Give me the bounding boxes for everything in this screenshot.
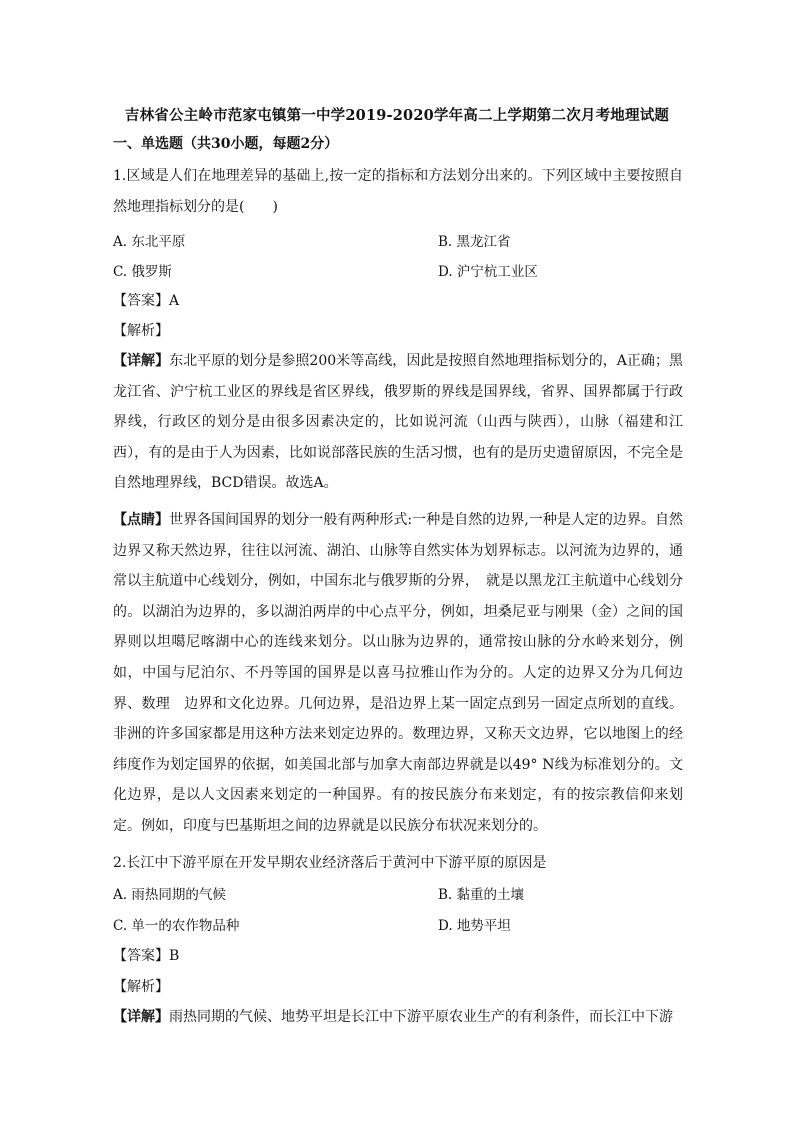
q2-option-b: B. 黏重的土壤 <box>438 887 525 903</box>
q2-detail-tag: 【详解】 <box>113 1009 169 1025</box>
q2-option-d: D. 地势平坦 <box>438 918 511 934</box>
q2-analysis-label: 【解析】 <box>113 979 169 995</box>
q1-point-tag: 【点睛】 <box>113 512 170 528</box>
q2-detail-text: 雨热同期的气候、地势平坦是长江中下游平原农业生产的有利条件，而长江中下游 <box>169 1009 673 1025</box>
q2-detail-paragraph <box>113 1006 673 1026</box>
document-title: 吉林省公主岭市范家屯镇第一中学2019-2020学年高二上学期第二次月考地理试题 <box>124 107 670 124</box>
q1-point-paragraph <box>113 505 683 842</box>
q2-option-a: A. 雨热同期的气候 <box>113 887 226 903</box>
section-heading: 一、单选题（共30小题，每题2分） <box>113 136 339 152</box>
q1-option-d: D. 沪宁杭工业区 <box>438 264 538 280</box>
q1-analysis-label: 【解析】 <box>113 323 169 339</box>
q1-option-c: C. 俄罗斯 <box>113 264 172 280</box>
q1-point-text: 世界各国间国界的划分一般有两种形式:一种是自然的边界,一种是人定的边界。自然边界又称天然边界，往往以河流、湖泊、山脉等自然实体为划界标志。以河流为边界的，通常以主航道中心线划分，例如，中国东北与俄罗斯的分界， 就是以黑龙江主航道中心线划分的。以湖泊为边界的，多以湖泊两岸的中心点平分，例如，坦桑尼亚与刚果（金）之间的国界则以坦噶尼喀湖中心的连线来划分。以山脉为边界的，通常按山脉的分水岭来划分，例如，中国与尼泊尔、不丹等国的国界是以喜马拉雅山作为分的。人定的边界又分为几何边界、数理 边界和文化边界。几何边界，是沿边界上某一固定点到另一固定点所划的直线。非洲的许多国家都是用这种方法来划定边界的。数理边界，又称天文边界，它以地图上的经纬度作为划定国界的依据，如美国北部与加拿大南部边界就是以49° N线为标准划分的。文化边界，是以人文因素来划定的一种国界。有的按民族分布来划定，有的按宗教信仰来划定。例如，印度与巴基斯坦之间的边界就是以民族分布状况来划分的。 <box>113 512 684 834</box>
q2-option-c: C. 单一的农作物品种 <box>113 918 240 934</box>
q2-answer: 【答案】B <box>113 948 180 964</box>
q1-detail-tag: 【详解】 <box>113 353 170 369</box>
q1-option-a: A. 东北平原 <box>113 234 186 250</box>
question-2-stem: 2.长江中下游平原在开发早期农业经济落后于黄河中下游平原的原因是 <box>113 855 547 871</box>
q1-detail-paragraph <box>113 346 683 499</box>
question-1-stem: 1.区域是人们在地理差异的基础上,按一定的指标和方法划分出来的。下列区域中主要按照自然地理指标划分的是( ) <box>113 168 683 215</box>
q1-detail-text: 东北平原的划分是参照200米等高线，因此是按照自然地理指标划分的，A正确；黑龙江省、沪宁杭工业区的界线是省区界线，俄罗斯的界线是国界线，省界、国界都属于行政界线，行政区的划分是由很多因素决定的，比如说河流（山西与陕西），山脉（福建和江西），有的是由于人为因素，比如说部落民族的生活习惯，也有的是历史遗留原因，不完全是自然地理界线，BCD错误。故选A。 <box>113 353 683 492</box>
q1-option-b: B. 黑龙江省 <box>438 234 511 250</box>
q1-answer: 【答案】A <box>113 293 180 309</box>
